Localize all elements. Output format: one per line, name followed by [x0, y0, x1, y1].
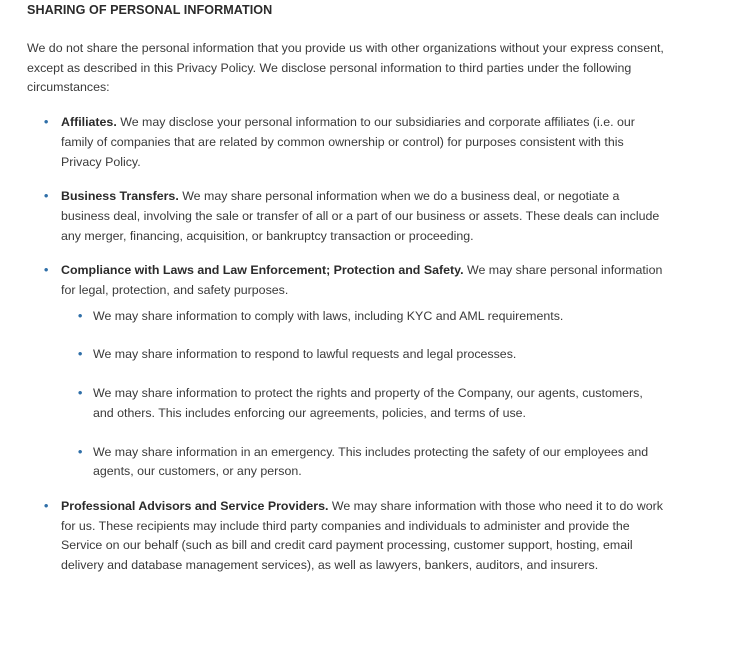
list-item-affiliates — [27, 113, 667, 172]
bullet-icon: • — [44, 498, 49, 513]
intro-paragraph: We do not share the personal information that you provide us with other organizations without your express consent, except as described in this Privacy Policy. We disclose personal information to third parties under the following circumstances: — [27, 41, 664, 95]
item-text: We may share personal information for legal, protection, and safety purposes. — [61, 263, 663, 298]
sublist-item-text: We may share information to respond to lawful requests and legal processes. — [93, 347, 517, 362]
sublist-item-text: We may share information to comply with laws, including KYC and AML requirements. — [93, 308, 564, 323]
item-title: Business Transfers. — [61, 189, 179, 204]
sublist-item-text: We may share information in an emergency. This includes protecting the safety of our employees and agents, our customers, or any person. — [93, 444, 649, 479]
item-title: Affiliates. — [61, 115, 117, 130]
bullet-icon: • — [78, 347, 83, 362]
item-title: Professional Advisors and Service Providers. — [61, 498, 329, 513]
item-text: We may disclose your personal information to our subsidiaries and corporate affiliates (i.e. our family of companies that are related by common ownership or control) for purposes consistent with this Privacy Policy. — [61, 115, 635, 169]
circumstance-list — [27, 113, 667, 576]
item-text: We may share information with those who need it to do work for us. These recipients may include third party companies and individuals to administer and provide the Service on our behalf (such as bill and credit card payment processing, customer support, hosting, email delivery and database management services), as well as lawyers, bankers, auditors, and insurers. — [61, 498, 663, 573]
sublist-item — [61, 384, 663, 423]
bullet-icon: • — [44, 189, 49, 204]
bullet-icon: • — [44, 263, 49, 278]
compliance-sublist — [61, 307, 667, 482]
sublist-item-text: We may share information to protect the rights and property of the Company, our agents, customers, and others. This includes enforcing our agreements, policies, and terms of use. — [93, 386, 643, 420]
list-item-compliance — [27, 261, 667, 482]
sublist-item — [61, 345, 663, 365]
privacy-policy-section — [27, 0, 667, 576]
section-heading: SHARING OF PERSONAL INFORMATION — [27, 3, 273, 17]
item-text: We may share personal information when we do a business deal, or negotiate a business deal, involving the sale or transfer of all or a part of our business or assets. These deals can include any merger, financing, acquisition, or bankruptcy transaction or proceeding. — [61, 189, 660, 243]
sublist-item — [61, 307, 663, 327]
bullet-icon: • — [78, 308, 83, 323]
item-title: Compliance with Laws and Law Enforcement; Protection and Safety. — [61, 263, 464, 278]
list-item-professional-advisors — [27, 497, 667, 576]
bullet-icon: • — [78, 386, 83, 401]
bullet-icon: • — [44, 115, 49, 130]
list-item-business-transfers — [27, 187, 667, 246]
bullet-icon: • — [78, 444, 83, 459]
sublist-item — [61, 443, 663, 482]
